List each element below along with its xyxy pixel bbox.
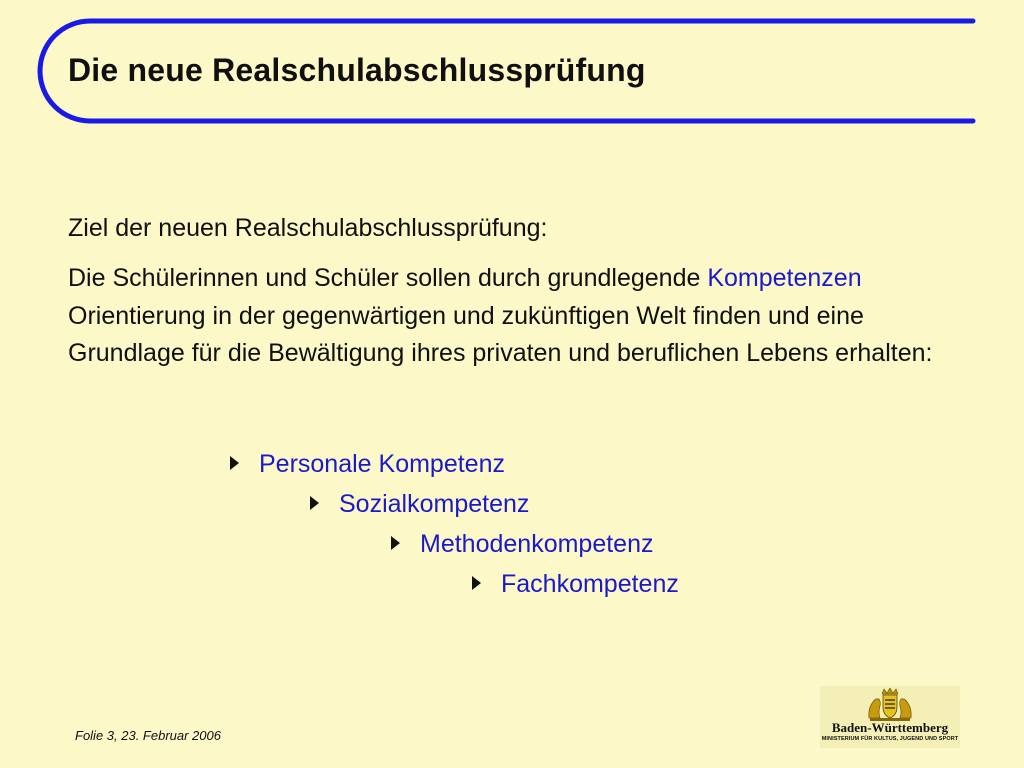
triangle-right-icon — [472, 576, 481, 590]
list-item — [472, 564, 679, 604]
triangle-right-icon — [230, 456, 239, 470]
paragraph-text-before: Die Schülerinnen und Schüler sollen durch grundlegende — [68, 264, 708, 292]
logo-ministry: MINISTERIUM FÜR KULTUS, JUGEND UND SPORT — [821, 736, 959, 742]
slide-subtitle: Ziel der neuen Realschulabschlussprüfung: — [68, 214, 548, 242]
list-item — [391, 524, 653, 564]
list-item-label: Personale Kompetenz — [259, 450, 505, 478]
logo-name: Baden-Württemberg — [831, 720, 949, 735]
list-item-label: Methodenkompetenz — [420, 530, 654, 558]
triangle-right-icon — [310, 496, 319, 510]
slide-title: Die neue Realschulabschlussprüfung — [68, 52, 646, 88]
list-item — [230, 444, 505, 484]
triangle-right-icon — [391, 536, 400, 550]
coat-of-arms-icon — [864, 688, 916, 722]
list-item — [310, 484, 529, 524]
highlight-kompetenzen: Kompetenzen — [707, 264, 862, 292]
body-paragraph — [68, 260, 968, 373]
slide-footer: Folie 3, 23. Februar 2006 — [75, 728, 221, 743]
list-item-label: Fachkompetenz — [501, 570, 679, 598]
ministry-logo — [820, 686, 960, 748]
list-item-label: Sozialkompetenz — [339, 490, 530, 518]
paragraph-text-after: Orientierung in der gegenwärtigen und zukünftigen Welt finden und eine Grundlage für die Bewältigung ihres privaten und beruflichen Lebens erhalten: — [68, 301, 933, 367]
